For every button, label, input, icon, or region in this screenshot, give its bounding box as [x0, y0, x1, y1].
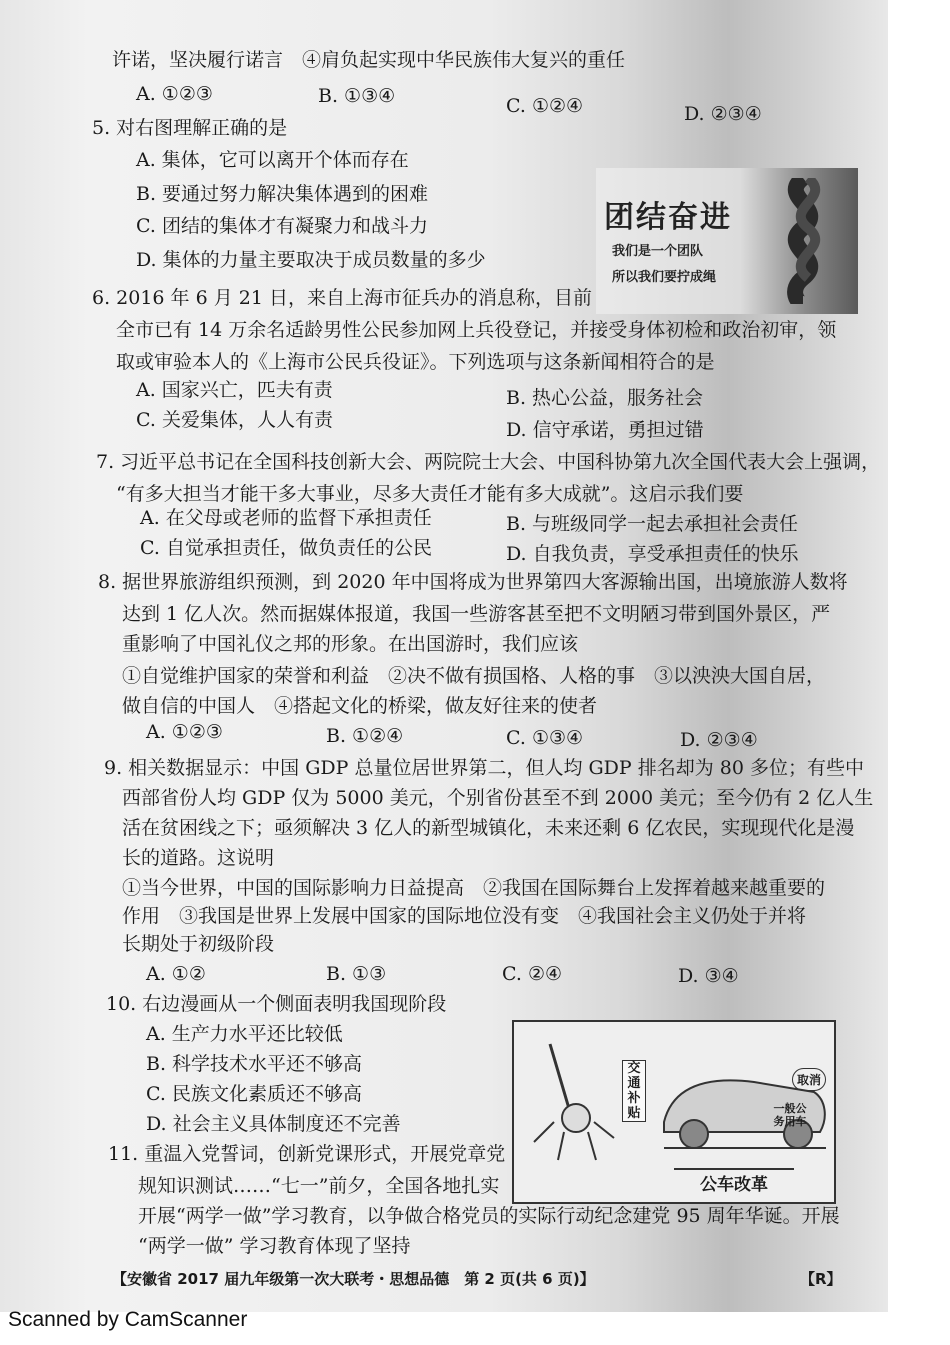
q8-option-a: A. ①②③	[146, 721, 223, 743]
q4-option-d: D. ②③④	[684, 103, 762, 125]
q4-option-b: B. ①③④	[318, 85, 396, 107]
q6-option-c: C. 关爱集体，人人有责	[136, 409, 333, 431]
cartoon-drawing-icon	[514, 1022, 834, 1162]
q8-stem-1: 8. 据世界旅游组织预测，到 2020 年中国将成为世界第四大客源输出国，出境旅游人数将	[98, 571, 848, 593]
q11-stem-3: 开展“两学一做”学习教育，以争做合格党员的实际行动纪念建党 95 周年华诞。开展	[138, 1205, 840, 1227]
q6-option-a: A. 国家兴亡，匹夫有责	[136, 379, 333, 401]
q9-statements-3: 长期处于初级阶段	[122, 933, 275, 955]
q6-stem-2: 全市已有 14 万余名适龄男性公民参加网上兵役登记，并接受身体初检和政治初审，领	[116, 319, 837, 341]
q4-option-c: C. ①②④	[506, 95, 584, 117]
q5-option-d: D. 集体的力量主要取决于成员数量的多少	[136, 249, 486, 271]
q7-stem-2: “有多大担当才能干多大事业，尽多大责任才能有多大成就”。这启示我们要	[116, 483, 744, 505]
cancel-bubble: 取消	[792, 1068, 826, 1091]
q10-stem: 10. 右边漫画从一个侧面表明我国现阶段	[106, 993, 447, 1015]
q10-option-d: D. 社会主义具体制度还不完善	[146, 1113, 401, 1135]
cartoon-caption: 公车改革	[674, 1168, 794, 1195]
q9-option-d: D. ③④	[678, 965, 739, 987]
q9-stem-2: 西部省份人均 GDP 仅为 5000 美元，个别省份甚至不到 2000 美元；至今仍有 2 亿人生	[122, 787, 874, 809]
q7-stem-1: 7. 习近平总书记在全国科技创新大会、两院院士大会、中国科协第九次全国代表大会上强调，	[96, 451, 881, 473]
q6-option-b: B. 热心公益，服务社会	[506, 387, 704, 409]
q7-option-b: B. 与班级同学一起去承担社会责任	[506, 513, 799, 535]
q11-stem-4: “两学一做” 学习教育体现了坚持	[138, 1235, 411, 1257]
traffic-allowance-sign: 交通补贴	[622, 1060, 646, 1122]
scanner-watermark: Scanned by CamScanner	[8, 1308, 248, 1331]
q8-statements-2: 做自信的中国人 ④搭起文化的桥梁，做友好往来的使者	[122, 695, 598, 717]
official-car-label: 一般公务用车	[773, 1102, 807, 1128]
q9-option-c: C. ②④	[502, 963, 563, 985]
poster-line-2: 所以我们要拧成绳	[612, 270, 717, 285]
q9-statements-2: 作用 ③我国是世界上发展中国家的国际地位没有变 ④我国社会主义仍处于并将	[122, 905, 807, 927]
q6-stem-3: 取或审验本人的《上海市公民兵役证》。下列选项与这条新闻相符合的是	[116, 351, 715, 373]
q5-option-a: A. 集体，它可以离开个体而存在	[136, 149, 409, 171]
q8-stem-3: 重影响了中国礼仪之邦的形象。在出国游时，我们应该	[122, 633, 579, 655]
q9-statements-1: ①当今世界，中国的国际影响力日益提高 ②我国在国际舞台上发挥着越来越重要的	[122, 877, 826, 899]
q4-option-a: A. ①②③	[136, 83, 213, 105]
unity-poster-image	[596, 168, 858, 314]
q7-option-c: C. 自觉承担责任，做负责任的公民	[140, 537, 432, 559]
q4-tail-line: 许诺，坚决履行诺言 ④肩负起实现中华民族伟大复兴的重任	[112, 49, 626, 71]
q5-option-b: B. 要通过努力解决集体遇到的困难	[136, 183, 429, 205]
q9-stem-1: 9. 相关数据显示：中国 GDP 总量位居世界第二，但人均 GDP 排名却为 80 多位；有些中	[104, 757, 864, 779]
q8-option-c: C. ①③④	[506, 727, 584, 749]
paper-mark: 【R】	[800, 1270, 842, 1288]
q11-stem-2: 规知识测试……“七一”前夕，全国各地扎实	[138, 1175, 500, 1197]
q6-option-d: D. 信守承诺，勇担过错	[506, 419, 704, 441]
q7-option-a: A. 在父母或老师的监督下承担责任	[140, 507, 432, 529]
q8-statements-1: ①自觉维护国家的荣誉和利益 ②决不做有损国格、人格的事 ③以泱泱大国自居，	[122, 665, 826, 687]
page-margin	[888, 0, 950, 1312]
q8-option-d: D. ②③④	[680, 729, 758, 751]
q10-option-a: A. 生产力水平还比较低	[146, 1023, 343, 1045]
q8-option-b: B. ①②④	[326, 725, 404, 747]
q9-option-a: A. ①②	[146, 963, 206, 985]
q10-option-c: C. 民族文化素质还不够高	[146, 1083, 362, 1105]
q9-stem-3: 活在贫困线之下；亟须解决 3 亿人的新型城镇化，未来还剩 6 亿农民，实现现代化是漫	[122, 817, 855, 839]
poster-title: 团结奋进	[604, 200, 732, 235]
q7-option-d: D. 自我负责，享受承担责任的快乐	[506, 543, 799, 565]
rope-knot-icon	[758, 178, 848, 304]
q5-stem: 5. 对右图理解正确的是	[92, 117, 288, 139]
q10-option-b: B. 科学技术水平还不够高	[146, 1053, 363, 1075]
car-reform-cartoon	[512, 1020, 836, 1204]
q6-stem-1: 6. 2016 年 6 月 21 日，来自上海市征兵办的消息称，目前	[92, 287, 592, 309]
q5-option-c: C. 团结的集体才有凝聚力和战斗力	[136, 215, 428, 237]
q11-stem-1: 11. 重温入党誓词，创新党课形式，开展党章党	[108, 1143, 506, 1165]
q8-stem-2: 达到 1 亿人次。然而据媒体报道，我国一些游客甚至把不文明陋习带到国外景区，严	[122, 603, 831, 625]
q9-option-b: B. ①③	[326, 963, 387, 985]
poster-line-1: 我们是一个团队	[612, 244, 704, 259]
q9-stem-4: 长的道路。这说明	[122, 847, 275, 869]
page-footer: 【安徽省 2017 届九年级第一次大联考・思想品德 第 2 页(共 6 页)】	[112, 1270, 595, 1288]
